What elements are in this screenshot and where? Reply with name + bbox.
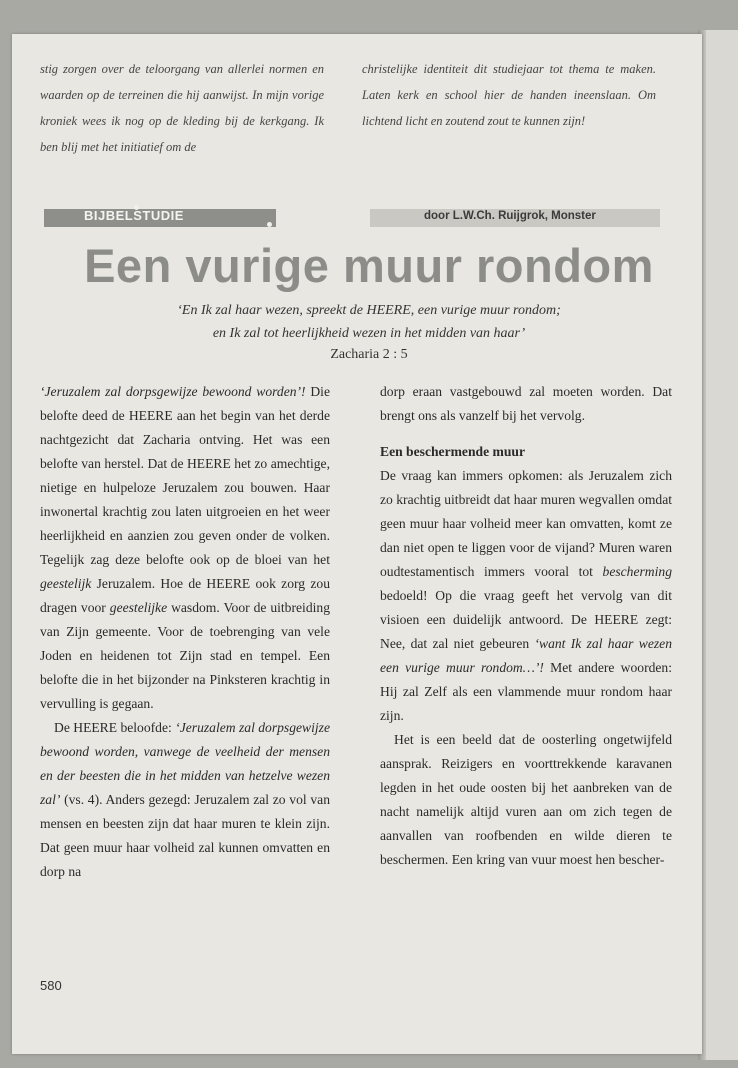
rubric-dot-decoration xyxy=(267,222,272,227)
epigraph-line-1: ‘En Ik zal haar wezen, spreekt de HEERE, een vurige muur rondom; xyxy=(177,303,561,318)
paragraph xyxy=(40,716,330,884)
intro-left-column: stig zorgen over de teloorgang van allerlei normen en waarden op de terreinen die hij aanwijst. In mijn vorige kroniek wees ik nog op de kleding bij de kerkgang. Ik ben blij met het initiatief om de xyxy=(40,62,324,154)
lead-quote: ‘Jeruzalem zal dorpsgewijze bewoond worden’! xyxy=(40,384,306,399)
body-right-column xyxy=(380,380,672,872)
emphasis: ‘want Ik zal haar wezen een vurige muur rondom…’! xyxy=(380,636,672,675)
epigraph-line-2: en Ik zal tot heerlijkheid wezen in het midden van haar’ xyxy=(212,326,526,341)
emphasis: ‘Jeruzalem zal dorpsgewijze bewoond worden, vanwege de veelheid der mensen en der beesten die in het midden van hetzelve wezen zal’ xyxy=(40,720,330,807)
intro-right-column: christelijke identiteit dit studiejaar tot thema te maken. Laten kerk en school hier de handen ineenslaan. Om lichtend licht en zoutend zout te kunnen zijn! xyxy=(362,62,656,128)
paragraph: Het is een beeld dat de oosterling ongetwijfeld aansprak. Reizigers en voorttrekkende karavanen legden in het oude oosten bij het aanbreken van de nacht namelijk altijd vuren aan om zich tegen de aanvallen van roofbenden en wilde dieren te beschermen. Een kring van vuur moest hen bescher- xyxy=(380,732,672,867)
text-run: Jeruzalem. Hoe de HEERE ook zorg zou dragen voor xyxy=(40,576,330,615)
page-number: 580 xyxy=(40,978,62,993)
section-heading: Een beschermende muur xyxy=(380,444,525,459)
emphasis: geestelijke xyxy=(109,600,168,615)
author-byline: door L.W.Ch. Ruijgrok, Monster xyxy=(424,210,596,222)
text-run: Met andere woorden: Hij zal Zelf als een vlammende muur rondom haar zijn. xyxy=(380,660,673,723)
paragraph: dorp eraan vastgebouwd zal moeten worden. Dat brengt ons als vanzelf bij het vervolg. xyxy=(380,384,672,423)
text-run: Die belofte deed de HEERE aan het begin van het derde nachtgezicht dat Zacharia ontving. Het was een belofte van herstel. Dat de HEERE het zo amechtige, nietige en hulpeloze Jeruzalem zou bouwen. Haar inwonertal krachtig zou laten uitgroeien en het weer heerlijkheid en aanzien zou geven onder de volken. Tegelijk zag deze belofte ook op de bloei van het xyxy=(40,384,330,567)
text-run: (vs. 4). Anders gezegd: Jeruzalem zal zo vol van mensen en beesten zijn dat haar muren te klein zijn. Dat geen muur haar volheid zal kunnen omvatten en dorp na xyxy=(40,792,330,879)
text-run: wasdom. Voor de uitbreiding van Zijn gemeente. Voor de toebrenging van vele Joden en heidenen tot Zijn stad en tempel. Een belofte die in het bijzonder na Pinksteren krachtig in vervulling is gegaan. xyxy=(40,600,330,711)
text-run: De HEERE beloofde: xyxy=(54,720,176,735)
text-run: bedoeld! Op die vraag geeft het vervolg van dit visioen een duidelijk antwoord. De HEERE zegt: Nee, dat zal niet gebeuren xyxy=(380,588,672,651)
emphasis: geestelijk xyxy=(40,576,92,591)
paragraph xyxy=(380,464,672,728)
article-title: Een vurige muur rondom xyxy=(84,239,654,292)
paragraph xyxy=(40,380,330,716)
rubric-label: BIJBELSTUDIE xyxy=(84,208,184,223)
emphasis: bescherming xyxy=(602,564,672,579)
epigraph-reference: Zacharia 2 : 5 xyxy=(330,347,408,362)
next-page-edge xyxy=(702,30,738,1060)
text-run: De vraag kan immers opkomen: als Jeruzalem zich zo krachtig uitbreidt dat haar muren wegvallen omdat geen muur haar volheid meer kan omvatten, komt ze dan niet open te liggen voor de vijand? Muren waren oudtestamentisch immers vooral tot xyxy=(380,468,672,579)
body-left-column xyxy=(40,380,330,884)
